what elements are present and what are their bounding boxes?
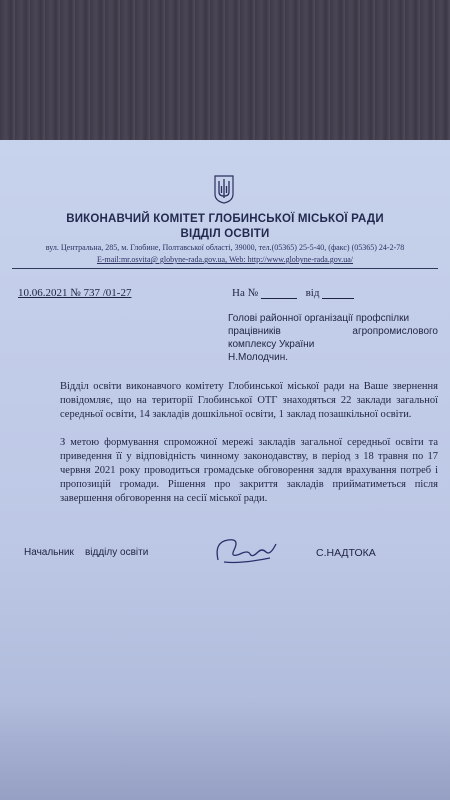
addressee-word: агропромислового	[352, 326, 438, 337]
background-surface	[0, 0, 450, 140]
incoming-reference	[232, 287, 354, 299]
letter-page	[0, 140, 450, 800]
paper-shadow	[0, 700, 450, 800]
header-contacts: E-mail:mr.osvita@ globyne-rada.gov.ua, Web: http://www.globyne-rada.gov.ua/	[96, 255, 354, 264]
addressee-line	[228, 325, 438, 338]
department-title: ВІДДІЛ ОСВІТИ	[180, 228, 270, 240]
addressee-line: комплексу України	[228, 339, 315, 350]
header-address: вул. Центральна, 285, м. Глобине, Полтавської області, 39000, тел.(05365) 25-5-40, (факс) (05365) 24-2-78	[45, 243, 405, 252]
signatory-name: С.НАДТОКА	[316, 547, 376, 559]
addressee-block	[228, 312, 438, 364]
addressee-line: Голові районної організації профспілки	[228, 313, 410, 324]
body-paragraph: Відділ освіти виконавчого комітету Глобинської міської ради на Ваше звернення повідомляє, що на території Глобинської ОТГ знаходяться 22 заклади загальної середньої освіти, 14 закладів дошкільної освіти, 1 заклад позашкільної освіти.	[60, 381, 438, 420]
ukraine-trident-icon	[213, 174, 235, 204]
outgoing-reference: 10.06.2021 № 737 /01-27	[18, 287, 132, 299]
incoming-number-blank	[261, 298, 297, 299]
incoming-date-label: від	[305, 287, 320, 299]
body-paragraph: З метою формування спроможної мережі закладів загальної середньої освіти та приведення її у відповідність чинному законодавству, в період з 18 травня по 17 червня 2021 року проводиться громадське обговорення задля врахування потреб і пропозицій громади. Рішення про закриття закладів прийматиметься після завершення обговорення на сесії міської ради.	[60, 437, 438, 504]
header-title: ВИКОНАВЧИЙ КОМІТЕТ ГЛОБИНСЬКОЇ МІСЬКОЇ РАДИ	[66, 213, 384, 225]
addressee-line: Н.Молодчин.	[228, 352, 289, 363]
addressee-word: працівників	[228, 326, 281, 337]
incoming-date-blank	[322, 298, 354, 299]
handwritten-signature	[210, 532, 280, 568]
header-divider	[12, 268, 438, 269]
signatory-position: Начальник відділу освіти	[24, 547, 149, 558]
incoming-number-label: На №	[232, 287, 259, 299]
